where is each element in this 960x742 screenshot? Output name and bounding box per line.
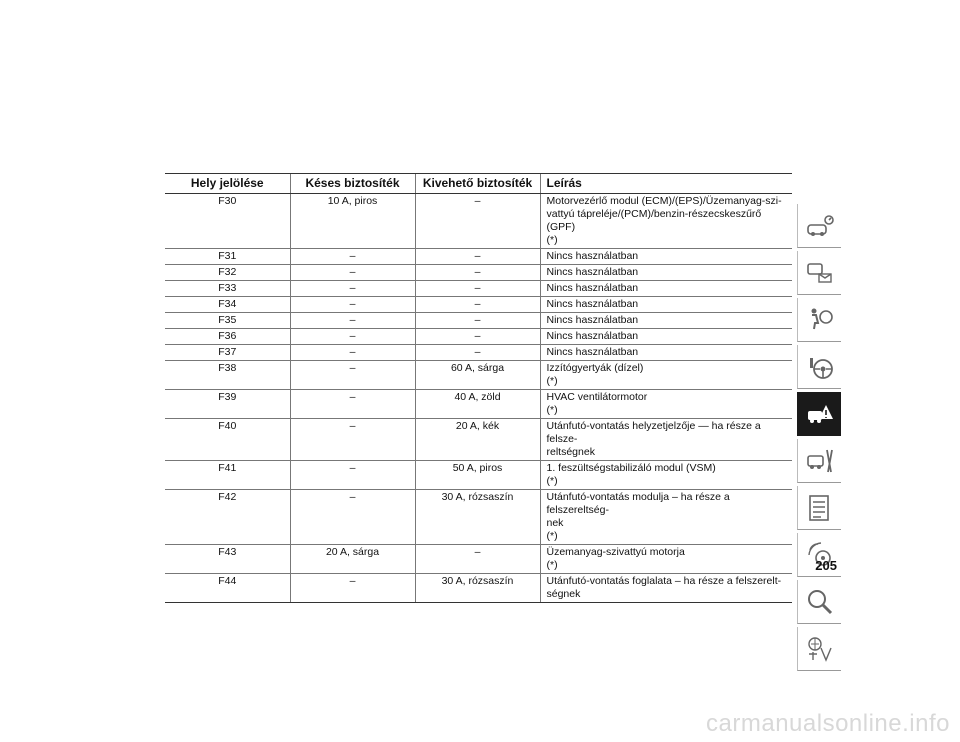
fuse-table-container	[165, 173, 792, 603]
cell-blade-fuse: –	[290, 249, 415, 265]
cell-cartridge-fuse: –	[415, 329, 540, 345]
description-line: (*)	[546, 475, 558, 487]
description-line: Nincs használatban	[546, 314, 639, 326]
table-row	[165, 265, 792, 281]
table-row	[165, 461, 792, 490]
cell-location: F31	[165, 249, 290, 265]
cell-description	[540, 361, 792, 390]
car-service-tools-icon	[805, 446, 835, 476]
nav-tab-1[interactable]	[797, 204, 841, 248]
description-line: Utánfutó-vontatás helyzetjelzője — ha része a felsze-	[546, 420, 761, 445]
description-line: Üzemanyag-szivattyú motorja	[546, 546, 685, 558]
cell-blade-fuse: –	[290, 313, 415, 329]
description-line: Utánfutó-vontatás modulja – ha része a felszereltség-	[546, 491, 730, 516]
car-mail-icon	[805, 258, 835, 288]
cell-location: F36	[165, 329, 290, 345]
cell-cartridge-fuse: 20 A, kék	[415, 419, 540, 461]
table-row	[165, 545, 792, 574]
cell-blade-fuse: –	[290, 461, 415, 490]
cell-description	[540, 574, 792, 603]
description-line: Utánfutó-vontatás foglalata – ha része a felszerelt-	[546, 575, 782, 587]
checklist-icon	[805, 493, 835, 523]
cell-location: F37	[165, 345, 290, 361]
car-warning-icon	[805, 399, 835, 429]
cell-description	[540, 249, 792, 265]
table-row	[165, 329, 792, 345]
cell-cartridge-fuse: –	[415, 281, 540, 297]
description-line: Nincs használatban	[546, 298, 639, 310]
description-line: (*)	[546, 404, 558, 416]
nav-tab-4[interactable]	[797, 345, 841, 389]
cell-location: F39	[165, 390, 290, 419]
table-row	[165, 297, 792, 313]
table-row	[165, 361, 792, 390]
cell-location: F40	[165, 419, 290, 461]
cell-cartridge-fuse: 50 A, piros	[415, 461, 540, 490]
airbag-person-icon	[805, 305, 835, 335]
nav-tab-7[interactable]	[797, 486, 841, 530]
description-line: nek	[546, 517, 564, 529]
cell-location: F38	[165, 361, 290, 390]
description-line: vattyú tápreléje/(PCM)/benzin-részecskeszűrő (GPF)	[546, 208, 762, 233]
cell-description	[540, 390, 792, 419]
description-line: (*)	[546, 375, 558, 387]
cell-cartridge-fuse: –	[415, 265, 540, 281]
description-line: Nincs használatban	[546, 330, 639, 342]
cell-location: F32	[165, 265, 290, 281]
header-blade-fuse: Késes biztosíték	[290, 174, 415, 194]
table-row	[165, 390, 792, 419]
header-description: Leírás	[540, 174, 792, 194]
cell-location: F30	[165, 194, 290, 249]
cell-location: F44	[165, 574, 290, 603]
chapter-side-nav	[797, 204, 841, 674]
table-row	[165, 490, 792, 545]
cell-blade-fuse: –	[290, 419, 415, 461]
page-number: 205	[815, 558, 837, 573]
description-line: Nincs használatban	[546, 282, 639, 294]
cell-description	[540, 461, 792, 490]
steering-wheel-icon	[805, 352, 835, 382]
cell-blade-fuse: –	[290, 345, 415, 361]
cell-blade-fuse: –	[290, 574, 415, 603]
cell-description	[540, 490, 792, 545]
cell-description	[540, 297, 792, 313]
table-row	[165, 194, 792, 249]
nav-tab-2[interactable]	[797, 251, 841, 295]
cell-cartridge-fuse: –	[415, 194, 540, 249]
cell-description	[540, 329, 792, 345]
cell-location: F33	[165, 281, 290, 297]
cell-cartridge-fuse: –	[415, 313, 540, 329]
cell-blade-fuse: 10 A, piros	[290, 194, 415, 249]
cell-location: F42	[165, 490, 290, 545]
description-line: HVAC ventilátormotor	[546, 391, 648, 403]
cell-description	[540, 419, 792, 461]
nav-tab-6[interactable]	[797, 439, 841, 483]
header-cartridge-fuse: Kivehető biztosíték	[415, 174, 540, 194]
cell-description	[540, 194, 792, 249]
description-line: Izzítógyertyák (dízel)	[546, 362, 644, 374]
cell-cartridge-fuse: 40 A, zöld	[415, 390, 540, 419]
cell-cartridge-fuse: 30 A, rózsaszín	[415, 574, 540, 603]
cell-blade-fuse: 20 A, sárga	[290, 545, 415, 574]
cell-blade-fuse: –	[290, 281, 415, 297]
nav-tab-3[interactable]	[797, 298, 841, 342]
cell-location: F43	[165, 545, 290, 574]
nav-tab-5[interactable]	[797, 392, 841, 436]
table-row	[165, 249, 792, 265]
nav-tab-10[interactable]	[797, 627, 841, 671]
cell-cartridge-fuse: –	[415, 345, 540, 361]
table-row	[165, 281, 792, 297]
magnifier-search-icon	[805, 587, 835, 617]
car-dashboard-icon	[805, 211, 835, 241]
cell-location: F35	[165, 313, 290, 329]
multilanguage-icon	[805, 634, 835, 664]
table-header-row	[165, 174, 792, 194]
cell-location: F41	[165, 461, 290, 490]
description-line: Motorvezérlő modul (ECM)/(EPS)/Üzemanyag-szi-	[546, 195, 782, 207]
fuse-table	[165, 173, 792, 603]
cell-blade-fuse: –	[290, 297, 415, 313]
description-line: ségnek	[546, 588, 581, 600]
cell-description	[540, 281, 792, 297]
cell-description	[540, 313, 792, 329]
cell-blade-fuse: –	[290, 361, 415, 390]
cell-cartridge-fuse: 60 A, sárga	[415, 361, 540, 390]
cell-cartridge-fuse: –	[415, 249, 540, 265]
cell-description	[540, 545, 792, 574]
cell-blade-fuse: –	[290, 265, 415, 281]
description-line: (*)	[546, 559, 558, 571]
cell-location: F34	[165, 297, 290, 313]
description-line: (*)	[546, 234, 558, 246]
watermark: carmanualsonline.info	[706, 710, 950, 737]
header-location: Hely jelölése	[165, 174, 290, 194]
cell-blade-fuse: –	[290, 390, 415, 419]
cell-blade-fuse: –	[290, 329, 415, 345]
cell-cartridge-fuse: –	[415, 297, 540, 313]
description-line: reltségnek	[546, 446, 595, 458]
cell-cartridge-fuse: 30 A, rózsaszín	[415, 490, 540, 545]
cell-cartridge-fuse: –	[415, 545, 540, 574]
cell-description	[540, 345, 792, 361]
description-line: Nincs használatban	[546, 266, 639, 278]
table-row	[165, 313, 792, 329]
table-row	[165, 574, 792, 603]
table-row	[165, 419, 792, 461]
table-row	[165, 345, 792, 361]
cell-blade-fuse: –	[290, 490, 415, 545]
description-line: (*)	[546, 530, 558, 542]
description-line: Nincs használatban	[546, 346, 639, 358]
description-line: 1. feszültségstabilizáló modul (VSM)	[546, 462, 716, 474]
description-line: Nincs használatban	[546, 250, 639, 262]
cell-description	[540, 265, 792, 281]
nav-tab-9[interactable]	[797, 580, 841, 624]
